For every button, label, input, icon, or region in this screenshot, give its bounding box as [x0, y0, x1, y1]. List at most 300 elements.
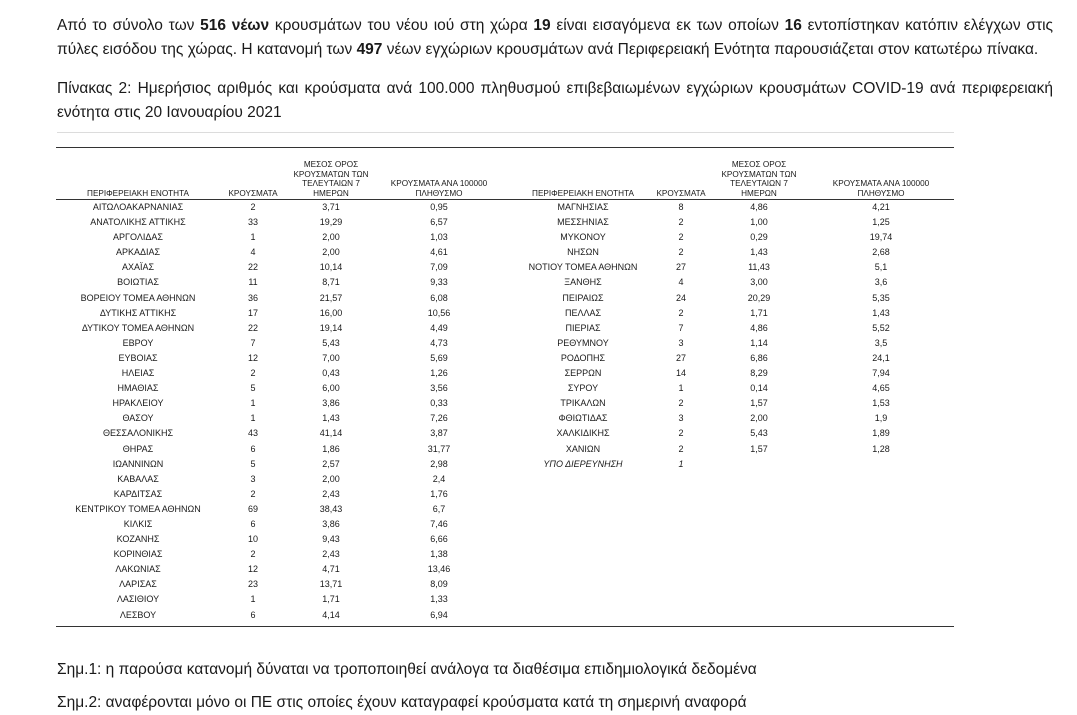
cases-table-container [56, 147, 954, 627]
table-row [56, 306, 954, 321]
cell-right-cases [652, 577, 710, 592]
cell-right-per-100k: 1,25 [872, 217, 890, 228]
table-row [56, 275, 954, 290]
cell-right-cases: 4 [678, 277, 684, 288]
cell-left-per-100k: 6,57 [430, 217, 448, 228]
intro-paragraph [57, 14, 1053, 62]
cell-right-average-7d: 0,29 [750, 232, 768, 243]
table-row [56, 200, 954, 216]
cell-right-region: ΦΘΙΩΤΙΔΑΣ [558, 413, 608, 424]
table-row [56, 472, 954, 487]
cell-left-average-7d: 2,00 [322, 232, 340, 243]
cell-right-cases: 27 [675, 352, 686, 363]
cell-left-cases: 69 [247, 503, 258, 514]
cell-right-per-100k: 1,43 [872, 307, 890, 318]
cell-right-per-100k [808, 592, 954, 607]
cell-gap [502, 472, 514, 487]
table-row [56, 351, 954, 366]
cell-left-per-100k: 2,98 [430, 458, 448, 469]
cell-left-per-100k: 10,56 [427, 307, 451, 318]
header-gap [502, 148, 514, 200]
cell-right-average-7d [710, 547, 808, 562]
cell-left-region: ΚΙΛΚΙΣ [123, 518, 153, 529]
divider [57, 132, 954, 133]
cell-right-per-100k [808, 472, 954, 487]
cell-right-average-7d [710, 472, 808, 487]
cell-left-average-7d: 6,00 [322, 383, 340, 394]
cell-left-region: ΒΟΡΕΙΟΥ ΤΟΜΕΑ ΑΘΗΝΩΝ [80, 292, 196, 303]
cell-right-per-100k [808, 562, 954, 577]
table-row [56, 381, 954, 396]
cell-right-average-7d: 8,29 [750, 368, 768, 379]
table-row [56, 366, 954, 381]
cell-left-average-7d: 2,43 [322, 488, 340, 499]
cell-gap [502, 487, 514, 502]
cell-left-per-100k: 4,49 [430, 322, 448, 333]
cell-right-average-7d [710, 577, 808, 592]
cell-left-cases: 10 [247, 534, 258, 545]
cell-left-region: ΚΑΡΔΙΤΣΑΣ [113, 488, 163, 499]
cell-right-cases: 27 [675, 262, 686, 273]
cell-right-per-100k: 24,1 [872, 352, 890, 363]
cell-left-per-100k: 0,33 [430, 398, 448, 409]
cell-left-cases: 5 [250, 383, 256, 394]
cell-left-cases: 1 [250, 413, 256, 424]
cell-right-average-7d: 1,14 [750, 337, 768, 348]
cell-left-cases: 11 [248, 277, 258, 288]
cell-right-cases [652, 472, 710, 487]
cell-left-average-7d: 2,00 [322, 247, 340, 258]
table-row [56, 457, 954, 472]
cell-right-average-7d: 1,43 [750, 247, 768, 258]
cell-right-cases: 1 [678, 458, 684, 469]
cell-left-per-100k: 2,4 [432, 473, 446, 484]
cell-right-cases [652, 562, 710, 577]
table-row [56, 562, 954, 577]
cell-right-region: ΡΟΔΟΠΗΣ [560, 352, 606, 363]
cell-gap [502, 275, 514, 290]
cell-left-average-7d: 3,71 [322, 202, 340, 212]
cell-left-cases: 1 [250, 594, 256, 605]
cell-left-per-100k: 7,09 [430, 262, 448, 273]
cell-gap [502, 592, 514, 607]
cell-left-per-100k: 7,46 [430, 518, 448, 529]
cell-left-region: ΛΑΚΩΝΙΑΣ [115, 564, 161, 575]
cell-gap [502, 291, 514, 306]
table-row [56, 577, 954, 592]
table-row [56, 502, 954, 517]
cell-gap [502, 411, 514, 426]
cell-right-cases [652, 608, 710, 623]
cell-right-per-100k: 2,68 [872, 247, 890, 258]
cell-right-average-7d: 1,00 [750, 217, 768, 228]
header-region-left: ΠΕΡΙΦΕΡΕΙΑΚΗ ΕΝΟΤΗΤΑ [56, 148, 220, 200]
cell-right-region [514, 502, 652, 517]
cell-left-per-100k: 3,56 [430, 383, 448, 394]
table-body [56, 200, 954, 623]
header-average-left: ΜΕΣΟΣ ΟΡΟΣ ΚΡΟΥΣΜΑΤΩΝ ΤΩΝ ΤΕΛΕΥΤΑΙΩΝ 7 ΗΜΕΡΩΝ [286, 148, 376, 200]
cell-left-average-7d: 4,14 [322, 609, 340, 620]
cell-right-cases: 2 [678, 428, 684, 439]
cell-left-cases: 7 [250, 337, 256, 348]
cell-right-average-7d [710, 502, 808, 517]
cell-right-region: ΜΕΣΣΗΝΙΑΣ [557, 217, 609, 228]
cell-left-average-7d: 10,14 [319, 262, 343, 273]
table-row [56, 487, 954, 502]
cell-left-average-7d: 3,86 [322, 518, 340, 529]
cell-right-average-7d: 2,00 [750, 413, 768, 424]
cell-right-cases: 2 [678, 443, 684, 454]
cell-right-cases: 2 [678, 232, 684, 243]
cell-gap [502, 381, 514, 396]
cell-left-average-7d: 13,71 [319, 579, 343, 590]
table-row [56, 245, 954, 260]
cell-right-per-100k: 3,5 [874, 337, 888, 348]
cell-gap [502, 547, 514, 562]
cell-gap [502, 517, 514, 532]
cell-right-cases: 2 [678, 247, 684, 258]
intro-gate-cases: 16 [784, 17, 802, 34]
cell-gap [502, 230, 514, 245]
cell-left-cases: 22 [247, 262, 258, 273]
table-row [56, 291, 954, 306]
cell-left-region: ΑΧΑΪΑΣ [121, 262, 155, 273]
cell-gap [502, 562, 514, 577]
cell-left-per-100k: 8,09 [430, 579, 448, 590]
cell-gap [502, 442, 514, 457]
cell-right-cases [652, 487, 710, 502]
cell-left-per-100k: 6,66 [430, 534, 448, 545]
cell-left-average-7d: 16,00 [319, 307, 343, 318]
cell-right-region [514, 562, 652, 577]
cell-right-per-100k: 5,1 [874, 262, 888, 273]
cell-right-average-7d: 4,86 [750, 322, 768, 333]
cell-left-region: ΘΕΣΣΑΛΟΝΙΚΗΣ [102, 428, 174, 439]
intro-new-cases: 516 νέων [200, 17, 270, 34]
cell-right-cases: 2 [678, 398, 684, 409]
cell-right-average-7d: 20,29 [747, 292, 771, 303]
cell-left-cases: 22 [247, 322, 258, 333]
cell-left-average-7d: 7,00 [322, 352, 340, 363]
note-1: Σημ.1: η παρούσα κατανομή δύναται να τροποποιηθεί ανάλογα τα διαθέσιμα επιδημιολογικά δεδομένα [57, 661, 757, 678]
cell-left-region: ΔΥΤΙΚΟΥ ΤΟΜΕΑ ΑΘΗΝΩΝ [81, 322, 195, 333]
cell-gap [502, 457, 514, 472]
cell-left-per-100k: 1,33 [430, 594, 448, 605]
cell-right-region: ΡΕΘΥΜΝΟΥ [557, 337, 609, 348]
cell-right-cases [652, 517, 710, 532]
table-row [56, 215, 954, 230]
cell-right-cases: 3 [678, 413, 684, 424]
cell-right-region: ΠΕΙΡΑΙΩΣ [562, 292, 604, 303]
cell-right-average-7d [710, 517, 808, 532]
cell-left-cases: 2 [250, 202, 256, 212]
cell-left-average-7d: 8,71 [322, 277, 340, 288]
cell-right-cases: 1 [678, 383, 684, 394]
cell-right-average-7d [710, 608, 808, 623]
cell-right-cases [652, 547, 710, 562]
cell-left-per-100k: 31,77 [427, 443, 451, 454]
cell-left-region: ΒΟΙΩΤΙΑΣ [117, 277, 159, 288]
cell-left-cases: 3 [250, 473, 256, 484]
header-cases-right: ΚΡΟΥΣΜΑΤΑ [652, 148, 710, 200]
table-caption: Πίνακας 2: Ημερήσιος αριθμός και κρούσματα ανά 100.000 πληθυσμού επιβεβαιωμένων εγχώριων κρουσμάτων COVID-19 ανά περιφερειακή ενότητα στις 20 Ιανουαρίου 2021 [57, 80, 1053, 121]
cell-right-region: ΧΑΝΙΩΝ [565, 443, 601, 454]
cell-left-average-7d: 0,43 [322, 368, 340, 379]
cell-gap [502, 608, 514, 623]
cell-left-cases: 6 [250, 609, 256, 620]
cell-right-per-100k [808, 547, 954, 562]
cell-right-region: ΜΥΚΟΝΟΥ [560, 232, 606, 243]
cell-gap [502, 577, 514, 592]
cell-left-per-100k: 3,87 [430, 428, 448, 439]
cell-gap [502, 532, 514, 547]
table-row [56, 517, 954, 532]
table-row [56, 411, 954, 426]
intro-text: είναι εισαγόμενα εκ των οποίων [550, 17, 785, 34]
cell-left-cases: 17 [247, 307, 258, 318]
cell-left-average-7d: 4,71 [322, 564, 340, 575]
table-row [56, 321, 954, 336]
cell-right-region: ΠΕΛΛΑΣ [564, 307, 602, 318]
table-header-row [56, 148, 954, 200]
cell-left-cases: 43 [247, 428, 258, 439]
cell-left-cases: 1 [250, 398, 256, 409]
cell-left-average-7d: 38,43 [319, 503, 343, 514]
header-region-right: ΠΕΡΙΦΕΡΕΙΑΚΗ ΕΝΟΤΗΤΑ [514, 148, 652, 200]
cell-left-per-100k: 4,61 [430, 247, 448, 258]
cell-right-per-100k [808, 608, 954, 623]
cell-left-region: ΘΗΡΑΣ [122, 443, 154, 454]
cell-right-region [514, 577, 652, 592]
header-average-right: ΜΕΣΟΣ ΟΡΟΣ ΚΡΟΥΣΜΑΤΩΝ ΤΩΝ ΤΕΛΕΥΤΑΙΩΝ 7 ΗΜΕΡΩΝ [710, 148, 808, 200]
cell-left-per-100k: 6,7 [432, 503, 446, 514]
cell-gap [502, 366, 514, 381]
cell-gap [502, 260, 514, 275]
cell-right-region [514, 547, 652, 562]
cell-right-region: ΜΑΓΝΗΣΙΑΣ [557, 202, 609, 212]
cell-gap [502, 215, 514, 230]
cell-right-per-100k [808, 532, 954, 547]
cell-right-per-100k: 5,52 [872, 322, 890, 333]
cell-right-region [514, 592, 652, 607]
cell-right-average-7d [710, 457, 808, 472]
cell-left-region: ΔΥΤΙΚΗΣ ΑΤΤΙΚΗΣ [99, 307, 177, 318]
cell-right-cases: 2 [678, 217, 684, 228]
cell-right-per-100k: 1,89 [872, 428, 890, 439]
cell-right-region: ΥΠΟ ΔΙΕΡΕΥΝΗΣΗ [543, 458, 623, 469]
cell-left-cases: 2 [250, 549, 256, 560]
cell-left-per-100k: 6,08 [430, 292, 448, 303]
cell-right-average-7d: 1,71 [750, 307, 768, 318]
cell-right-region [514, 472, 652, 487]
header-per100k-left: ΚΡΟΥΣΜΑΤΑ ΑΝΑ 100000 ΠΛΗΘΥΣΜΟ [376, 148, 502, 200]
cell-right-average-7d: 11,43 [748, 262, 770, 273]
cell-left-region: ΚΕΝΤΡΙΚΟΥ ΤΟΜΕΑ ΑΘΗΝΩΝ [75, 503, 201, 514]
cell-left-region: ΗΡΑΚΛΕΙΟΥ [112, 398, 164, 409]
cell-left-region: ΚΑΒΑΛΑΣ [117, 473, 159, 484]
table-row [56, 592, 954, 607]
cell-left-region: ΗΜΑΘΙΑΣ [117, 383, 159, 394]
cell-right-average-7d: 5,43 [750, 428, 768, 439]
cell-right-cases: 3 [678, 337, 684, 348]
cell-right-region: ΠΙΕΡΙΑΣ [565, 322, 601, 333]
cell-right-cases: 8 [678, 202, 684, 212]
cell-left-region: ΗΛΕΙΑΣ [121, 368, 155, 379]
cell-right-region: ΧΑΛΚΙΔΙΚΗΣ [556, 428, 610, 439]
note-2: Σημ.2: αναφέρονται μόνο οι ΠΕ στις οποίες έχουν καταγραφεί κρούσματα κατά τη σημερινή αναφορά [57, 694, 747, 711]
cell-left-region: ΑΝΑΤΟΛΙΚΗΣ ΑΤΤΙΚΗΣ [90, 217, 186, 228]
cell-right-average-7d: 6,86 [750, 352, 768, 363]
cell-left-region: ΑΡΓΟΛΙΔΑΣ [113, 232, 163, 243]
cell-left-cases: 23 [247, 579, 258, 590]
cell-right-region: ΤΡΙΚΑΛΩΝ [560, 398, 606, 409]
cell-left-region: ΘΑΣΟΥ [122, 413, 154, 424]
cell-gap [502, 321, 514, 336]
cell-left-average-7d: 1,86 [322, 443, 340, 454]
cell-right-cases [652, 532, 710, 547]
table-row [56, 230, 954, 245]
cell-right-region: ΝΟΤΙΟΥ ΤΟΜΕΑ ΑΘΗΝΩΝ [528, 262, 638, 273]
cell-right-per-100k [808, 487, 954, 502]
cell-left-per-100k: 6,94 [430, 609, 448, 620]
cell-right-average-7d [710, 592, 808, 607]
cell-left-cases: 6 [250, 518, 256, 529]
cell-left-region: ΑΙΤΩΛΟΑΚΑΡΝΑΝΙΑΣ [92, 202, 184, 212]
table-row [56, 260, 954, 275]
cell-right-cases [652, 502, 710, 517]
cell-right-cases: 2 [678, 307, 684, 318]
intro-text: νέων εγχώριων κρουσμάτων ανά Περιφερειακή Ενότητα παρουσιάζεται στον κατωτέρω πίνακα. [382, 41, 1039, 58]
cell-right-per-100k [808, 457, 954, 472]
cell-left-cases: 2 [250, 368, 256, 379]
cell-left-cases: 1 [250, 232, 256, 243]
cell-right-per-100k: 4,21 [872, 202, 890, 212]
cell-left-region: ΚΟΡΙΝΘΙΑΣ [113, 549, 163, 560]
cell-left-per-100k: 5,69 [430, 352, 448, 363]
cell-right-per-100k: 1,28 [872, 443, 890, 454]
cell-left-average-7d: 2,00 [322, 473, 340, 484]
cell-left-average-7d: 3,86 [322, 398, 340, 409]
header-per100k-right: ΚΡΟΥΣΜΑΤΑ ΑΝΑ 100000 ΠΛΗΘΥΣΜΟ [808, 148, 954, 200]
cell-left-cases: 36 [247, 292, 258, 303]
cell-left-cases: 2 [250, 488, 256, 499]
cell-right-region [514, 532, 652, 547]
cell-left-region: ΛΕΣΒΟΥ [119, 609, 157, 620]
cell-left-per-100k: 9,33 [430, 277, 448, 288]
cell-left-average-7d: 41,14 [319, 428, 343, 439]
cell-gap [502, 396, 514, 411]
table-row [56, 442, 954, 457]
cell-gap [502, 306, 514, 321]
cell-right-average-7d [710, 562, 808, 577]
cell-left-per-100k: 13,46 [427, 564, 451, 575]
cell-left-average-7d: 19,29 [319, 217, 343, 228]
cell-right-per-100k [808, 577, 954, 592]
cell-right-region: ΣΕΡΡΩΝ [564, 368, 602, 379]
cell-left-average-7d: 1,43 [322, 413, 340, 424]
cell-right-per-100k: 5,35 [872, 292, 890, 303]
cell-left-per-100k: 1,03 [430, 232, 448, 243]
cell-right-region [514, 487, 652, 502]
cell-left-average-7d: 9,43 [322, 534, 340, 545]
cell-left-region: ΕΥΒΟΙΑΣ [118, 352, 158, 363]
cell-right-region: ΞΑΝΘΗΣ [564, 277, 602, 288]
intro-text: κρουσμάτων του νέου ιού στη χώρα [269, 17, 534, 34]
cell-right-average-7d: 0,14 [750, 383, 768, 394]
cell-left-region: ΕΒΡΟΥ [122, 337, 154, 348]
cell-right-region [514, 608, 652, 623]
cell-gap [502, 502, 514, 517]
cell-right-cases: 24 [675, 292, 686, 303]
cell-left-average-7d: 21,57 [319, 292, 343, 303]
cell-left-average-7d: 2,57 [322, 458, 340, 469]
cell-left-cases: 33 [247, 217, 258, 228]
cell-right-per-100k: 4,65 [872, 383, 890, 394]
intro-text: Από το σύνολο των [57, 17, 201, 34]
cell-left-per-100k: 1,38 [430, 549, 448, 560]
cell-right-average-7d: 3,00 [750, 277, 768, 288]
intro-domestic-cases: 497 [356, 41, 383, 58]
cell-right-cases: 14 [675, 368, 686, 379]
cell-gap [502, 336, 514, 351]
cell-left-region: ΛΑΡΙΣΑΣ [119, 579, 157, 590]
cases-table [56, 148, 954, 623]
intro-imported-cases: 19 [533, 17, 551, 34]
cell-right-per-100k: 1,53 [872, 398, 890, 409]
table-row [56, 336, 954, 351]
header-cases-left: ΚΡΟΥΣΜΑΤΑ [220, 148, 286, 200]
cell-right-cases [652, 592, 710, 607]
cell-left-per-100k: 4,73 [430, 337, 448, 348]
cell-left-region: ΛΑΣΙΘΙΟΥ [116, 594, 160, 605]
cell-left-cases: 6 [250, 443, 256, 454]
cell-left-per-100k: 0,95 [430, 202, 448, 212]
cell-left-average-7d: 1,71 [322, 594, 340, 605]
cell-left-average-7d: 5,43 [322, 337, 340, 348]
cell-left-per-100k: 7,26 [430, 413, 448, 424]
cell-right-per-100k: 3,6 [874, 277, 888, 288]
cell-left-cases: 4 [250, 247, 256, 258]
cell-right-average-7d: 1,57 [750, 443, 768, 454]
table-row [56, 608, 954, 623]
table-row [56, 547, 954, 562]
cell-right-average-7d [710, 487, 808, 502]
table-row [56, 426, 954, 441]
cell-right-per-100k: 7,94 [872, 368, 890, 379]
cell-right-per-100k: 1,9 [874, 413, 888, 424]
cell-right-average-7d: 1,57 [750, 398, 768, 409]
cell-left-region: ΚΟΖΑΝΗΣ [116, 534, 160, 545]
cell-gap [502, 351, 514, 366]
table-row [56, 532, 954, 547]
cell-left-region: ΙΩΑΝΝΙΝΩΝ [112, 458, 164, 469]
cell-left-per-100k: 1,76 [430, 488, 448, 499]
cell-right-region [514, 517, 652, 532]
cell-right-average-7d: 4,86 [750, 202, 768, 212]
cell-left-cases: 12 [247, 352, 258, 363]
cell-gap [502, 200, 514, 216]
cell-right-average-7d [710, 532, 808, 547]
cell-left-average-7d: 19,14 [319, 322, 343, 333]
intro-text: εντοπίστηκαν κατόπιν ελέγχων στις πύλες εισόδου της χώρας. Η κατανομή των [57, 17, 1053, 58]
cell-left-per-100k: 1,26 [430, 368, 448, 379]
cell-left-cases: 5 [250, 458, 256, 469]
cell-right-region: ΣΥΡΟΥ [567, 383, 599, 394]
cell-right-region: ΝΗΣΩΝ [567, 247, 599, 258]
cell-right-per-100k [808, 502, 954, 517]
cell-right-cases: 7 [678, 322, 684, 333]
cell-left-cases: 12 [247, 564, 258, 575]
